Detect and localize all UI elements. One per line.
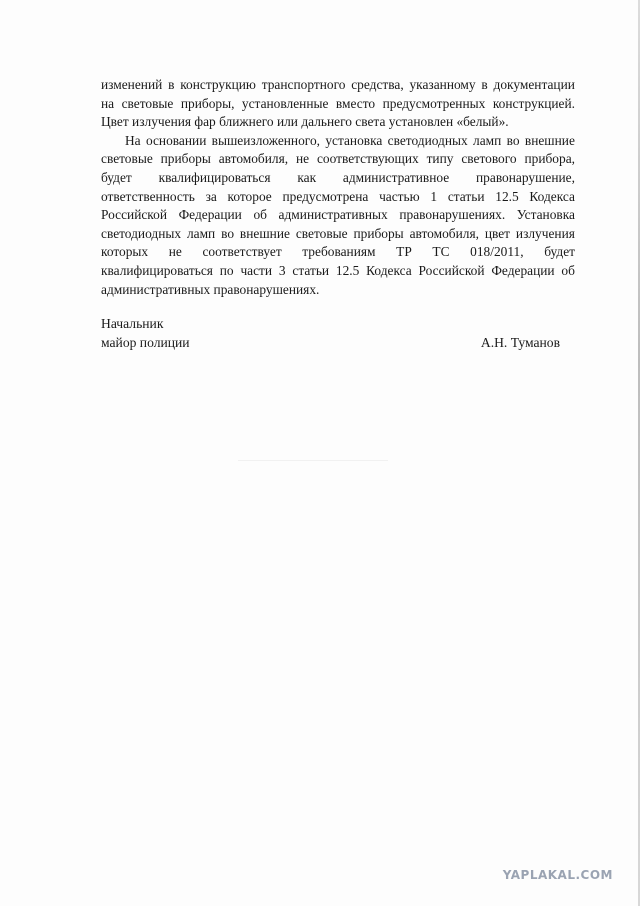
- signer-position: Начальник: [101, 316, 164, 331]
- word: излучения: [515, 225, 575, 241]
- word: 12.5: [335, 262, 360, 278]
- text-line: [101, 262, 575, 281]
- word: об: [561, 262, 575, 278]
- faint-stamp-trace: [238, 460, 388, 461]
- text-line: [101, 225, 575, 244]
- word: конструкцию: [180, 77, 256, 92]
- word: типу: [426, 151, 454, 167]
- word: будет: [544, 244, 575, 260]
- word: конструкцией.: [492, 95, 575, 111]
- word: ответственность: [101, 188, 195, 204]
- text-line: [101, 132, 575, 151]
- word: правонарушениях.: [399, 207, 506, 223]
- word: соответствует: [202, 244, 282, 260]
- word: вместо: [335, 95, 376, 111]
- word: Кодекса: [529, 188, 575, 204]
- word: соответствующих: [316, 151, 419, 167]
- word: основании: [145, 132, 207, 148]
- word: Российской: [418, 262, 485, 278]
- word: в: [168, 77, 175, 92]
- word: на: [101, 95, 115, 111]
- word: предусмотрена: [282, 188, 369, 204]
- signature-block: [101, 314, 575, 352]
- word: вышеизложенного,: [211, 132, 320, 148]
- word: средства,: [351, 77, 404, 92]
- word: требованиям: [302, 244, 376, 260]
- word: во: [506, 132, 520, 148]
- word: цвет: [484, 225, 511, 241]
- word: как: [297, 169, 317, 185]
- word: изменений: [101, 77, 163, 92]
- word: которых: [101, 244, 149, 260]
- word: ТР: [396, 244, 412, 260]
- word: 018/2011,: [470, 244, 524, 260]
- word: световые: [121, 95, 174, 111]
- word: за: [205, 188, 217, 204]
- word: 1: [430, 188, 438, 204]
- word: световые: [295, 225, 348, 241]
- text-line: [101, 206, 575, 225]
- word: внешние: [524, 132, 575, 148]
- text-line: [101, 150, 575, 169]
- word: 12.5: [495, 188, 519, 204]
- word: предусмотренных: [382, 95, 486, 111]
- word: приборы: [353, 225, 404, 241]
- word: светодиодных: [101, 225, 182, 241]
- word: будет: [101, 169, 132, 185]
- word: указанному: [409, 77, 476, 92]
- word: правонарушение,: [476, 169, 575, 185]
- signer-name: А.Н. Туманов: [480, 335, 560, 350]
- word: статьи: [447, 188, 485, 204]
- word: транспортного: [261, 77, 346, 92]
- site-watermark: YAPLAKAL.COM: [502, 868, 613, 882]
- word: На: [125, 132, 141, 148]
- body-text: [101, 76, 575, 299]
- word: приборы,: [180, 95, 235, 111]
- word: об: [253, 207, 267, 223]
- word: установка: [325, 132, 383, 148]
- word: ламп: [473, 132, 502, 148]
- signer-rank: майор полиции: [101, 335, 190, 350]
- word: светового: [461, 151, 517, 167]
- text-line: [101, 243, 575, 262]
- word: Установка: [516, 207, 575, 223]
- word: Кодекса: [366, 262, 412, 278]
- text-line: Цвет излучения фар ближнего или дальнего света установлен «белый».: [101, 114, 509, 130]
- word: приборы: [160, 151, 211, 167]
- word: части: [240, 262, 273, 278]
- word: Российской: [101, 207, 167, 223]
- word: внешние: [239, 225, 290, 241]
- word: квалифицироваться: [158, 169, 271, 185]
- word: документации: [493, 77, 575, 92]
- word: которое: [227, 188, 272, 204]
- word: установленные: [241, 95, 329, 111]
- word: административное: [342, 169, 450, 185]
- word: статьи: [292, 262, 330, 278]
- word: не: [168, 244, 182, 260]
- word: ламп: [186, 225, 216, 241]
- text-line: административных правонарушениях.: [101, 281, 320, 297]
- word: Федерации: [178, 207, 242, 223]
- word: световые: [101, 151, 153, 167]
- word: административных: [278, 207, 388, 223]
- word: светодиодных: [387, 132, 468, 148]
- word: автомобиля,: [218, 151, 289, 167]
- word: по: [219, 262, 234, 278]
- text-line: [101, 188, 575, 207]
- word: автомобиля,: [409, 225, 479, 241]
- word: частью: [379, 188, 420, 204]
- word: Федерации: [491, 262, 555, 278]
- text-line: [101, 169, 575, 188]
- word: прибора,: [524, 151, 575, 167]
- word: не: [295, 151, 310, 167]
- word: квалифицироваться: [101, 262, 213, 278]
- word: ТС: [432, 244, 450, 260]
- word: в: [481, 77, 488, 92]
- text-line: [101, 76, 575, 95]
- word: 3: [278, 262, 286, 278]
- word: во: [221, 225, 235, 241]
- text-line: [101, 95, 575, 114]
